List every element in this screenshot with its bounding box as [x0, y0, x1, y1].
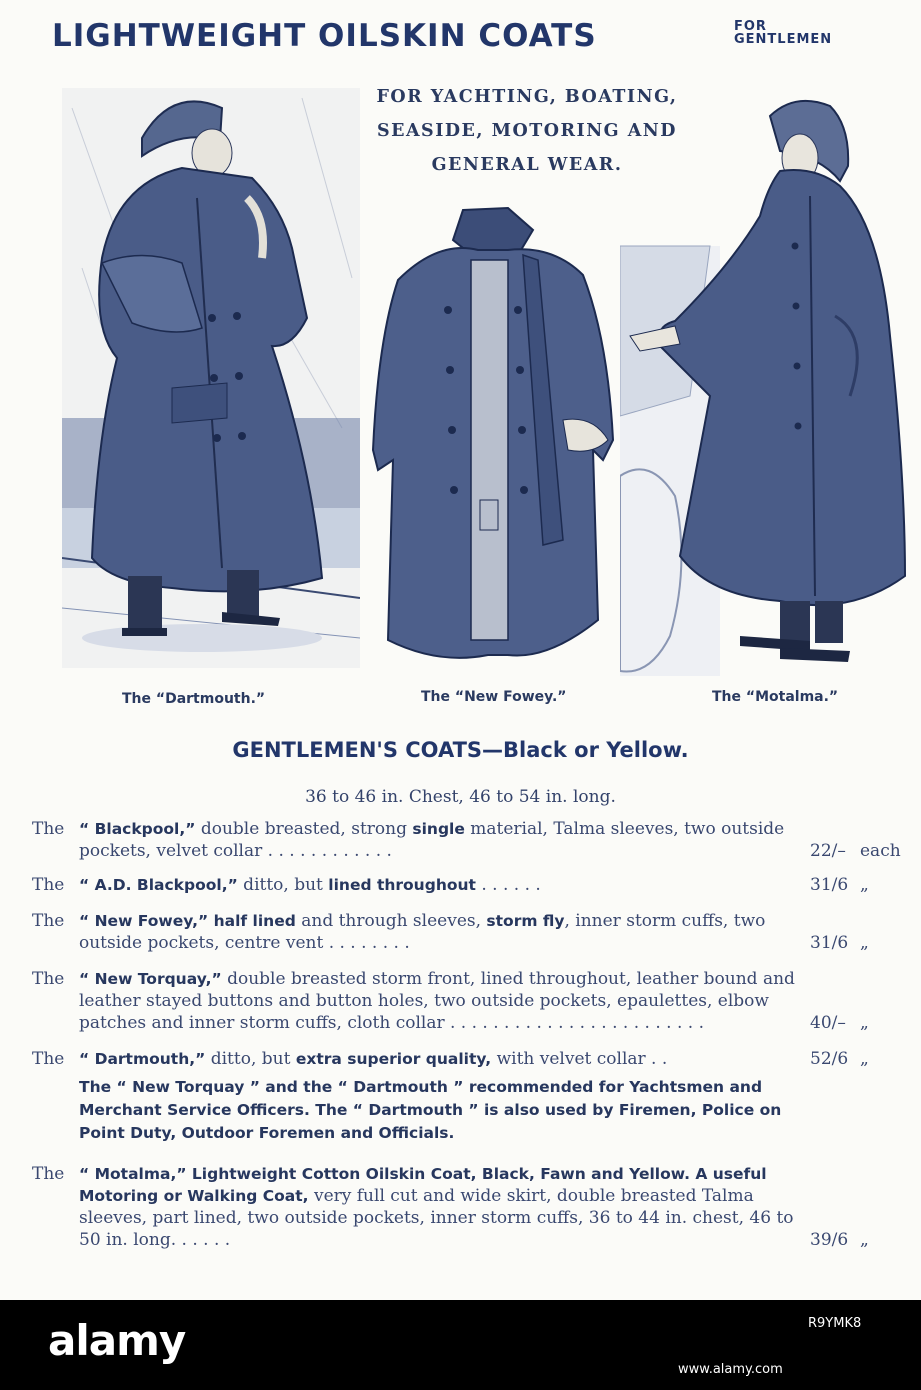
item-price: 52/6 — [810, 1049, 849, 1069]
item-text: and through sleeves, — [295, 911, 487, 931]
stock-image-id: R9YMK8 — [808, 1316, 862, 1331]
list-item-ad-blackpool — [32, 874, 912, 896]
item-text: , inner storm cuffs, two outside pockets, centre vent . . . . . . . . — [79, 911, 766, 953]
list-item-motalma — [32, 1163, 912, 1251]
title-side-label — [734, 20, 832, 46]
motalma-coat-illustration — [620, 96, 910, 676]
item-text: double breasted storm front, lined throughout, leather bound and leather stayed buttons and button holes, two outside pockets, epaulettes, elbow patches and inner storm cuffs, cloth collar . . . . . . . . . . . . . . . . . . . . . . . . — [79, 969, 795, 1033]
dartmouth-coat-illustration — [62, 88, 360, 668]
caption-motalma: The “Motalma.” — [712, 689, 839, 705]
item-lead: The — [32, 969, 65, 989]
item-price: 22/– — [810, 841, 846, 861]
subtitle-line-3: GENERAL WEAR. — [431, 155, 623, 175]
item-text: ditto, but — [205, 1049, 296, 1069]
header — [52, 14, 892, 58]
item-lead: The — [32, 875, 65, 895]
list-item-new-fowey — [32, 910, 912, 954]
item-unit: „ — [860, 1230, 869, 1250]
item-emphasis: extra superior quality, — [295, 1050, 492, 1068]
item-text: . . . . . . — [475, 875, 541, 895]
watermark-banner — [0, 1300, 921, 1390]
caption-new-fowey: The “New Fowey.” — [421, 689, 567, 705]
item-description — [79, 1163, 809, 1251]
alamy-logo: alamy — [48, 1316, 186, 1365]
item-text: double breasted, strong — [195, 819, 413, 839]
item-unit: „ — [860, 1049, 869, 1069]
item-name: “ Motalma,” Lightweight Cotton Oilskin Coat, Black, Fawn and Yellow. A useful Motoring or Walking Coat, — [79, 1165, 767, 1205]
list-item-dartmouth — [32, 1048, 912, 1070]
item-description — [79, 910, 809, 954]
item-emphasis: single — [412, 820, 465, 838]
new-fowey-coat-illustration — [368, 200, 616, 670]
item-price: 31/6 — [810, 933, 849, 953]
item-description — [79, 1048, 809, 1070]
item-unit: „ — [860, 1013, 869, 1033]
item-name: “ Blackpool,” — [79, 820, 196, 838]
item-unit: each — [860, 841, 901, 861]
item-name: “ A.D. Blackpool,” — [79, 876, 238, 894]
item-emphasis: half lined — [213, 912, 296, 930]
item-description — [79, 874, 809, 896]
item-unit: „ — [860, 933, 869, 953]
price-list — [32, 818, 912, 1251]
item-description — [79, 818, 809, 862]
item-emphasis: storm fly — [486, 912, 565, 930]
item-emphasis: lined throughout — [328, 876, 476, 894]
recommendation-note: The “ New Torquay ” and the “ Dartmouth ” recommended for Yachtsmen and Merchant Service Officers. The “ Dartmouth ” is also used by Firemen, Police on Point Duty, Outdoor Foremen and Officials. — [79, 1078, 782, 1142]
item-name: “ New Torquay,” — [79, 970, 222, 988]
subtitle-line-2: SEASIDE, MOTORING AND — [377, 121, 677, 141]
caption-dartmouth: The “Dartmouth.” — [122, 691, 266, 707]
item-price: 31/6 — [810, 875, 849, 895]
list-item-blackpool — [32, 818, 912, 862]
side-line-2: GENTLEMEN — [734, 32, 833, 47]
item-price: 40/– — [810, 1013, 846, 1033]
list-item-new-torquay — [32, 968, 912, 1034]
item-lead: The — [32, 819, 65, 839]
item-lead: The — [32, 1164, 65, 1184]
item-text: material, Talma sleeves, two outside pockets, velvet collar . . . . . . . . . . . . — [79, 819, 785, 861]
item-lead: The — [32, 911, 65, 931]
item-text: ditto, but — [237, 875, 329, 895]
item-unit: „ — [860, 875, 869, 895]
subtitle-line-1: FOR YACHTING, BOATING, — [376, 87, 678, 107]
section-title: GENTLEMEN'S COATS—Black or Yellow. — [232, 738, 689, 762]
item-text: with velvet collar . . — [491, 1049, 668, 1069]
site-url: www.alamy.com — [678, 1362, 783, 1377]
side-line-1: FOR — [734, 19, 767, 34]
item-name: “ Dartmouth,” — [79, 1050, 206, 1068]
page-title: LIGHTWEIGHT OILSKIN COATS — [52, 18, 597, 54]
item-name: “ New Fowey,” — [79, 912, 209, 930]
item-text: very full cut and wide skirt, double breasted Talma sleeves, part lined, two outside pockets, inner storm cuffs, 36 to 44 in. chest, 46 to 50 in. long. . . . . . — [79, 1186, 794, 1250]
item-price: 39/6 — [810, 1230, 849, 1250]
size-range: 36 to 46 in. Chest, 46 to 54 in. long. — [305, 787, 616, 807]
item-description — [79, 968, 809, 1034]
item-lead: The — [32, 1049, 65, 1069]
